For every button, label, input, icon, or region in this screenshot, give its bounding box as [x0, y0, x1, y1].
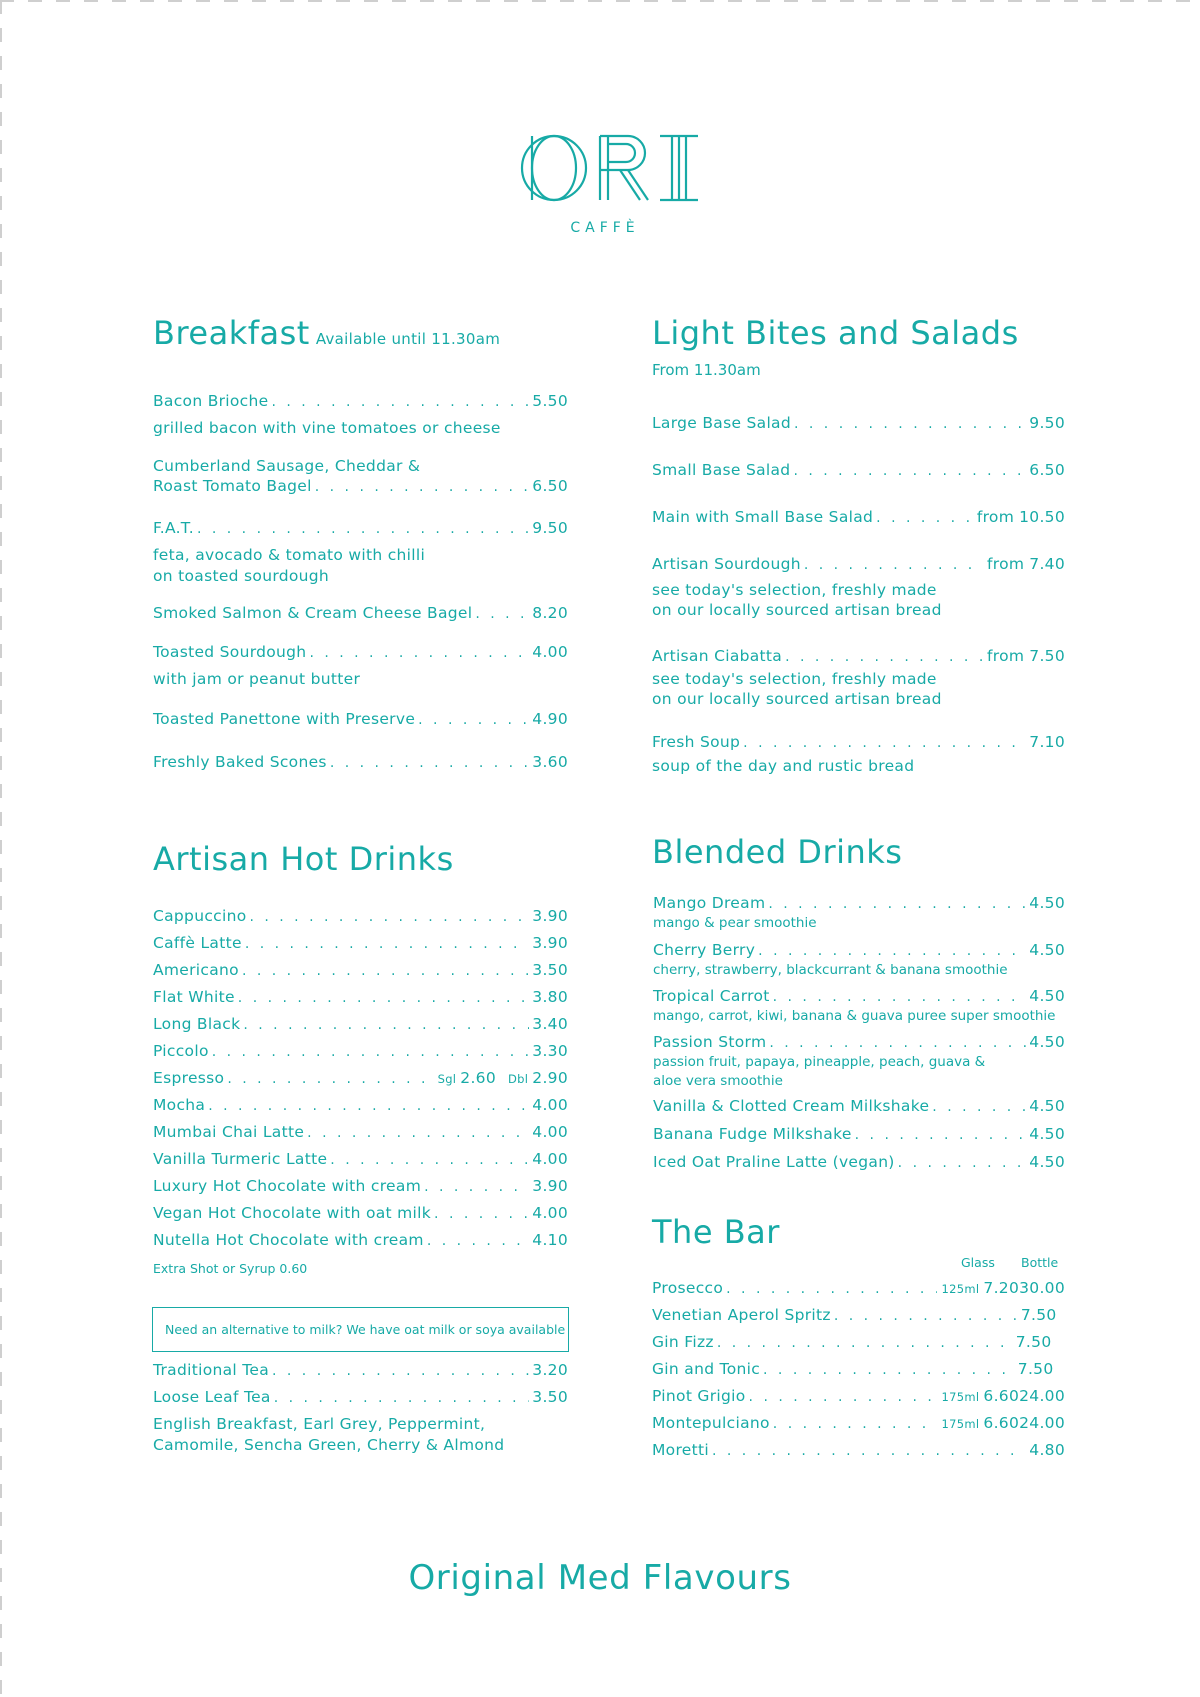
- breakfast-title: Breakfast: [153, 314, 310, 352]
- menu-item: Banana Fudge Milkshake . . . 4.50: [653, 1125, 1065, 1143]
- menu-item: Passion Storm . . . 4.50: [653, 1033, 1065, 1051]
- menu-item: Artisan Sourdough . . . from 7.40: [652, 555, 1065, 573]
- menu-item: Cherry Berry . . . 4.50: [653, 941, 1065, 959]
- item-description: passion fruit, papaya, pineapple, peach, guava &: [653, 1054, 986, 1070]
- menu-item: F.A.T. . . . 9.50: [153, 519, 568, 537]
- menu-item: Cappuccino . . . 3.90: [153, 907, 568, 925]
- blended-drinks-title: Blended Drinks: [652, 833, 903, 871]
- bar-item: Venetian Aperol Spritz . . . 7.50: [652, 1306, 1065, 1324]
- menu-item: Flat White . . . 3.80: [153, 988, 568, 1006]
- glass-column-header: Glass: [961, 1255, 995, 1270]
- menu-item: Luxury Hot Chocolate with cream . . . 3.90: [153, 1177, 568, 1195]
- menu-item: Caffè Latte . . . 3.90: [153, 934, 568, 952]
- item-description: on our locally sourced artisan bread: [652, 690, 942, 708]
- breakfast-heading: [153, 314, 501, 352]
- menu-item: Toasted Panettone with Preserve . . . 4.90: [153, 710, 568, 728]
- menu-item: Toasted Sourdough . . . 4.00: [153, 643, 568, 661]
- item-description: with jam or peanut butter: [153, 670, 361, 688]
- item-description: on our locally sourced artisan bread: [652, 601, 942, 619]
- menu-item: Americano . . . 3.50: [153, 961, 568, 979]
- brand-subtitle: CAFFÈ: [570, 220, 640, 236]
- item-description: mango & pear smoothie: [653, 915, 817, 931]
- menu-item: Roast Tomato Bagel . . . 6.50: [153, 477, 568, 495]
- menu-item: Artisan Ciabatta . . . from 7.50: [652, 647, 1065, 665]
- light-bites-title: Light Bites and Salads: [652, 314, 1019, 352]
- tea-varieties: English Breakfast, Earl Grey, Peppermint,: [153, 1415, 486, 1433]
- menu-item: Vanilla & Clotted Cream Milkshake . . . 4.50: [653, 1097, 1065, 1115]
- page-border-top: [0, 0, 1200, 2]
- bar-item: Gin and Tonic . . . 7.50: [652, 1360, 1065, 1378]
- bar-item: Gin Fizz . . . 7.50: [652, 1333, 1065, 1351]
- menu-item: Freshly Baked Scones . . . 3.60: [153, 753, 568, 771]
- item-description: grilled bacon with vine tomatoes or cheese: [153, 419, 501, 437]
- menu-item: Piccolo . . . 3.30: [153, 1042, 568, 1060]
- menu-item: Mocha . . . 4.00: [153, 1096, 568, 1114]
- menu-item: Nutella Hot Chocolate with cream . . . 4.10: [153, 1231, 568, 1249]
- ori-logo: [520, 133, 700, 203]
- menu-item-espresso: Espresso . . . Sgl 2.60 Dbl 2.90: [153, 1069, 568, 1087]
- menu-item: Mumbai Chai Latte . . . 4.00: [153, 1123, 568, 1141]
- milk-alternative-notice: Need an alternative to milk? We have oat milk or soya available: [152, 1307, 569, 1352]
- menu-item: Long Black . . . 3.40: [153, 1015, 568, 1033]
- bar-item: Prosecco . . . 125ml 7.20 30.00: [652, 1279, 1065, 1297]
- menu-item: Vegan Hot Chocolate with oat milk . . . 4.00: [153, 1204, 568, 1222]
- tea-varieties: Camomile, Sencha Green, Cherry & Almond: [153, 1436, 505, 1454]
- menu-item: Mango Dream . . . 4.50: [653, 894, 1065, 912]
- hot-drinks-title: Artisan Hot Drinks: [153, 840, 454, 878]
- menu-item: Iced Oat Praline Latte (vegan) . . . 4.50: [653, 1153, 1065, 1171]
- item-description: see today's selection, freshly made: [652, 670, 937, 688]
- item-description: cherry, strawberry, blackcurrant & banana smoothie: [653, 962, 1008, 978]
- bar-title: The Bar: [652, 1213, 780, 1251]
- breakfast-availability: Available until 11.30am: [315, 330, 501, 348]
- menu-item: Vanilla Turmeric Latte . . . 4.00: [153, 1150, 568, 1168]
- menu-item: Loose Leaf Tea . . . 3.50: [153, 1388, 568, 1406]
- page-border-left: [0, 0, 2, 1697]
- item-description: mango, carrot, kiwi, banana & guava puree super smoothie: [653, 1008, 1056, 1024]
- item-description: aloe vera smoothie: [653, 1073, 783, 1089]
- bottle-column-header: Bottle: [1021, 1255, 1059, 1270]
- menu-item: Bacon Brioche . . . 5.50: [153, 392, 568, 410]
- bar-item: Montepulciano . . . 175ml 6.60 24.00: [652, 1414, 1065, 1432]
- menu-item: Smoked Salmon & Cream Cheese Bagel . . . 8.20: [153, 604, 568, 622]
- item-description: on toasted sourdough: [153, 567, 330, 585]
- extra-shot-note: Extra Shot or Syrup 0.60: [153, 1261, 308, 1276]
- item-description: soup of the day and rustic bread: [652, 757, 915, 775]
- menu-item: Traditional Tea . . . 3.20: [153, 1361, 568, 1379]
- menu-item: Tropical Carrot . . . 4.50: [653, 987, 1065, 1005]
- item-description: feta, avocado & tomato with chilli: [153, 546, 426, 564]
- menu-item: Fresh Soup . . . 7.10: [652, 733, 1065, 751]
- bar-item: Pinot Grigio . . . 175ml 6.60 24.00: [652, 1387, 1065, 1405]
- menu-item: Large Base Salad . . . 9.50: [652, 414, 1065, 432]
- tagline: Original Med Flavours: [408, 1558, 792, 1598]
- light-bites-availability: From 11.30am: [652, 361, 761, 379]
- bar-item: Moretti . . . 4.80: [652, 1441, 1065, 1459]
- item-name-line: Cumberland Sausage, Cheddar &: [153, 457, 421, 475]
- menu-item: Main with Small Base Salad . . . from 10.50: [652, 508, 1065, 526]
- menu-item: Small Base Salad . . . 6.50: [652, 461, 1065, 479]
- item-description: see today's selection, freshly made: [652, 581, 937, 599]
